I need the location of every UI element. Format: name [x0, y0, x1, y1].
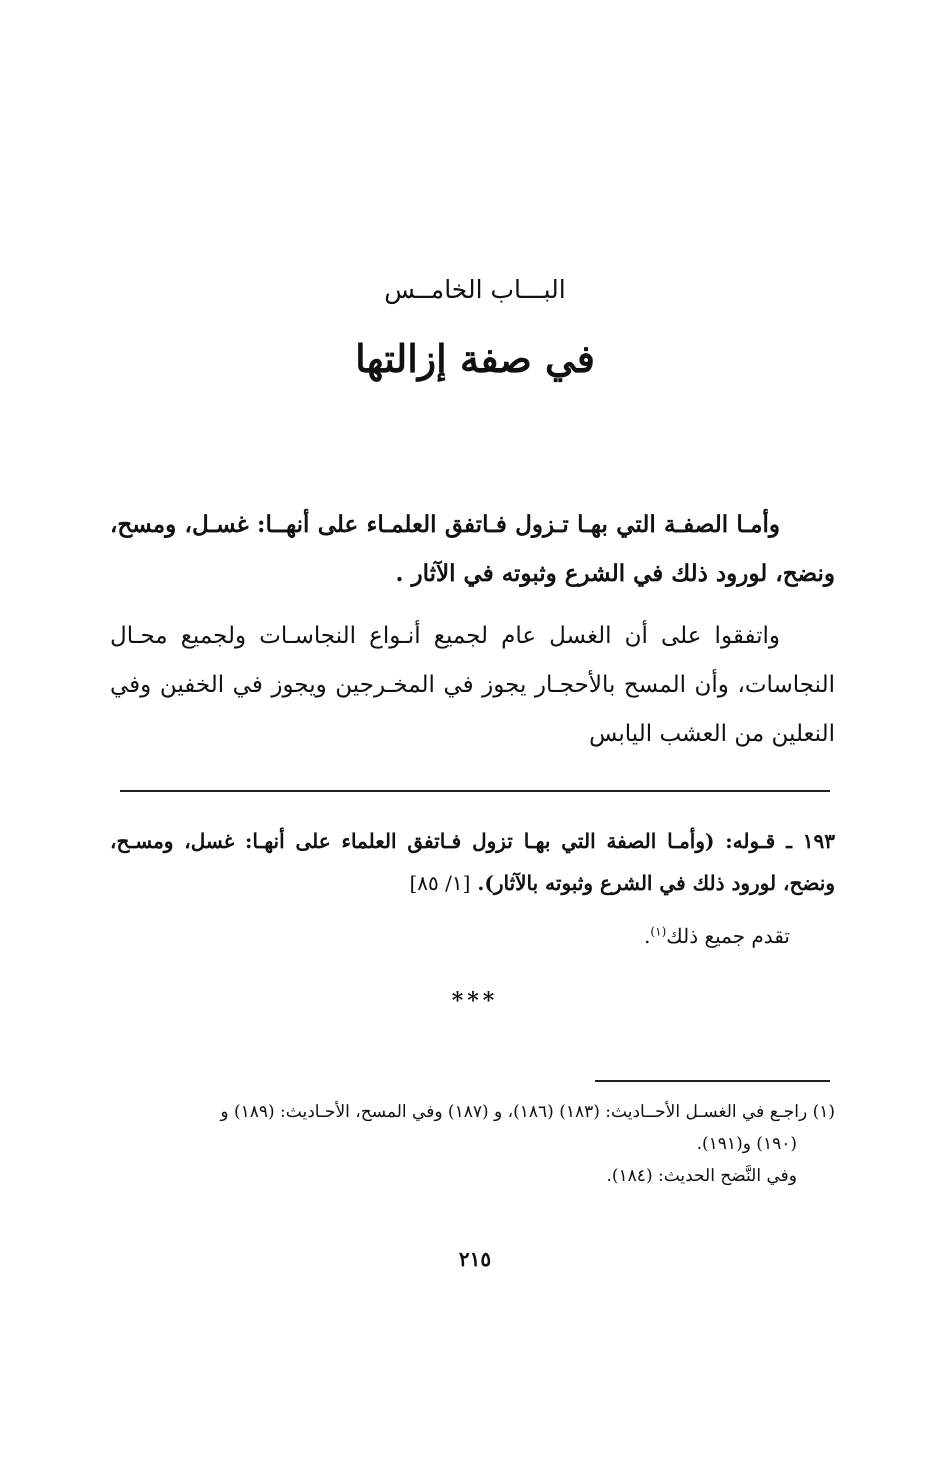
footnote-divider	[595, 1080, 830, 1082]
commentary-paragraph	[110, 820, 835, 904]
commentary-note	[110, 924, 790, 948]
commentary-note-text: تقدم جميع ذلك	[666, 924, 790, 948]
chapter-label: البـــاب الخامــس	[384, 275, 566, 304]
main-paragraph-2: واتفقوا على أن الغسل عام لجميع أنـواع النجاسـات ولجميع محـال النجاسات، وأن المسح بالأحجـار يجوز في المخـرجين ويجوز في الخفين وفي النعلين من العشب اليابس	[110, 623, 835, 747]
footnote-marker: (١)	[650, 924, 667, 939]
page-number: ٢١٥	[458, 1247, 492, 1271]
main-paragraph-1: وأمـا الصفـة التي بهـا تـزول فـاتفق العلمـاء على أنهــا: غسـل، ومسح، ونضح، لورود ذلك في الشرع وثبوته في الآثار .	[110, 511, 835, 587]
footnote-block	[110, 1096, 835, 1192]
commentary-note-end: .	[644, 924, 651, 948]
commentary-text: ١٩٣ ـ قـوله: (وأمـا الصفة التي بهـا تزول فـاتفق العلماء على أنهـا: غسل، ومسـح، ونضح، لورود ذلك في الشرع وثبوته بالآثار).	[110, 829, 835, 895]
footnote-line-2: (١٩٠) و(١٩١).	[696, 1134, 797, 1154]
footnote-line-3: وفي النَّضح الحديث: (١٨٤).	[606, 1166, 797, 1186]
section-divider	[120, 790, 830, 792]
section-separator: ***	[451, 988, 499, 1014]
chapter-title: في صفة إزالتها	[355, 336, 595, 381]
commentary-citation: [١/ ٨٥]	[409, 871, 471, 895]
footnote-line-1: (١) راجـع في الغسـل الأحــاديث: (١٨٣) (١٨٦)، و (١٨٧) وفي المسح، الأحـاديث: (١٨٩) و	[220, 1102, 835, 1122]
